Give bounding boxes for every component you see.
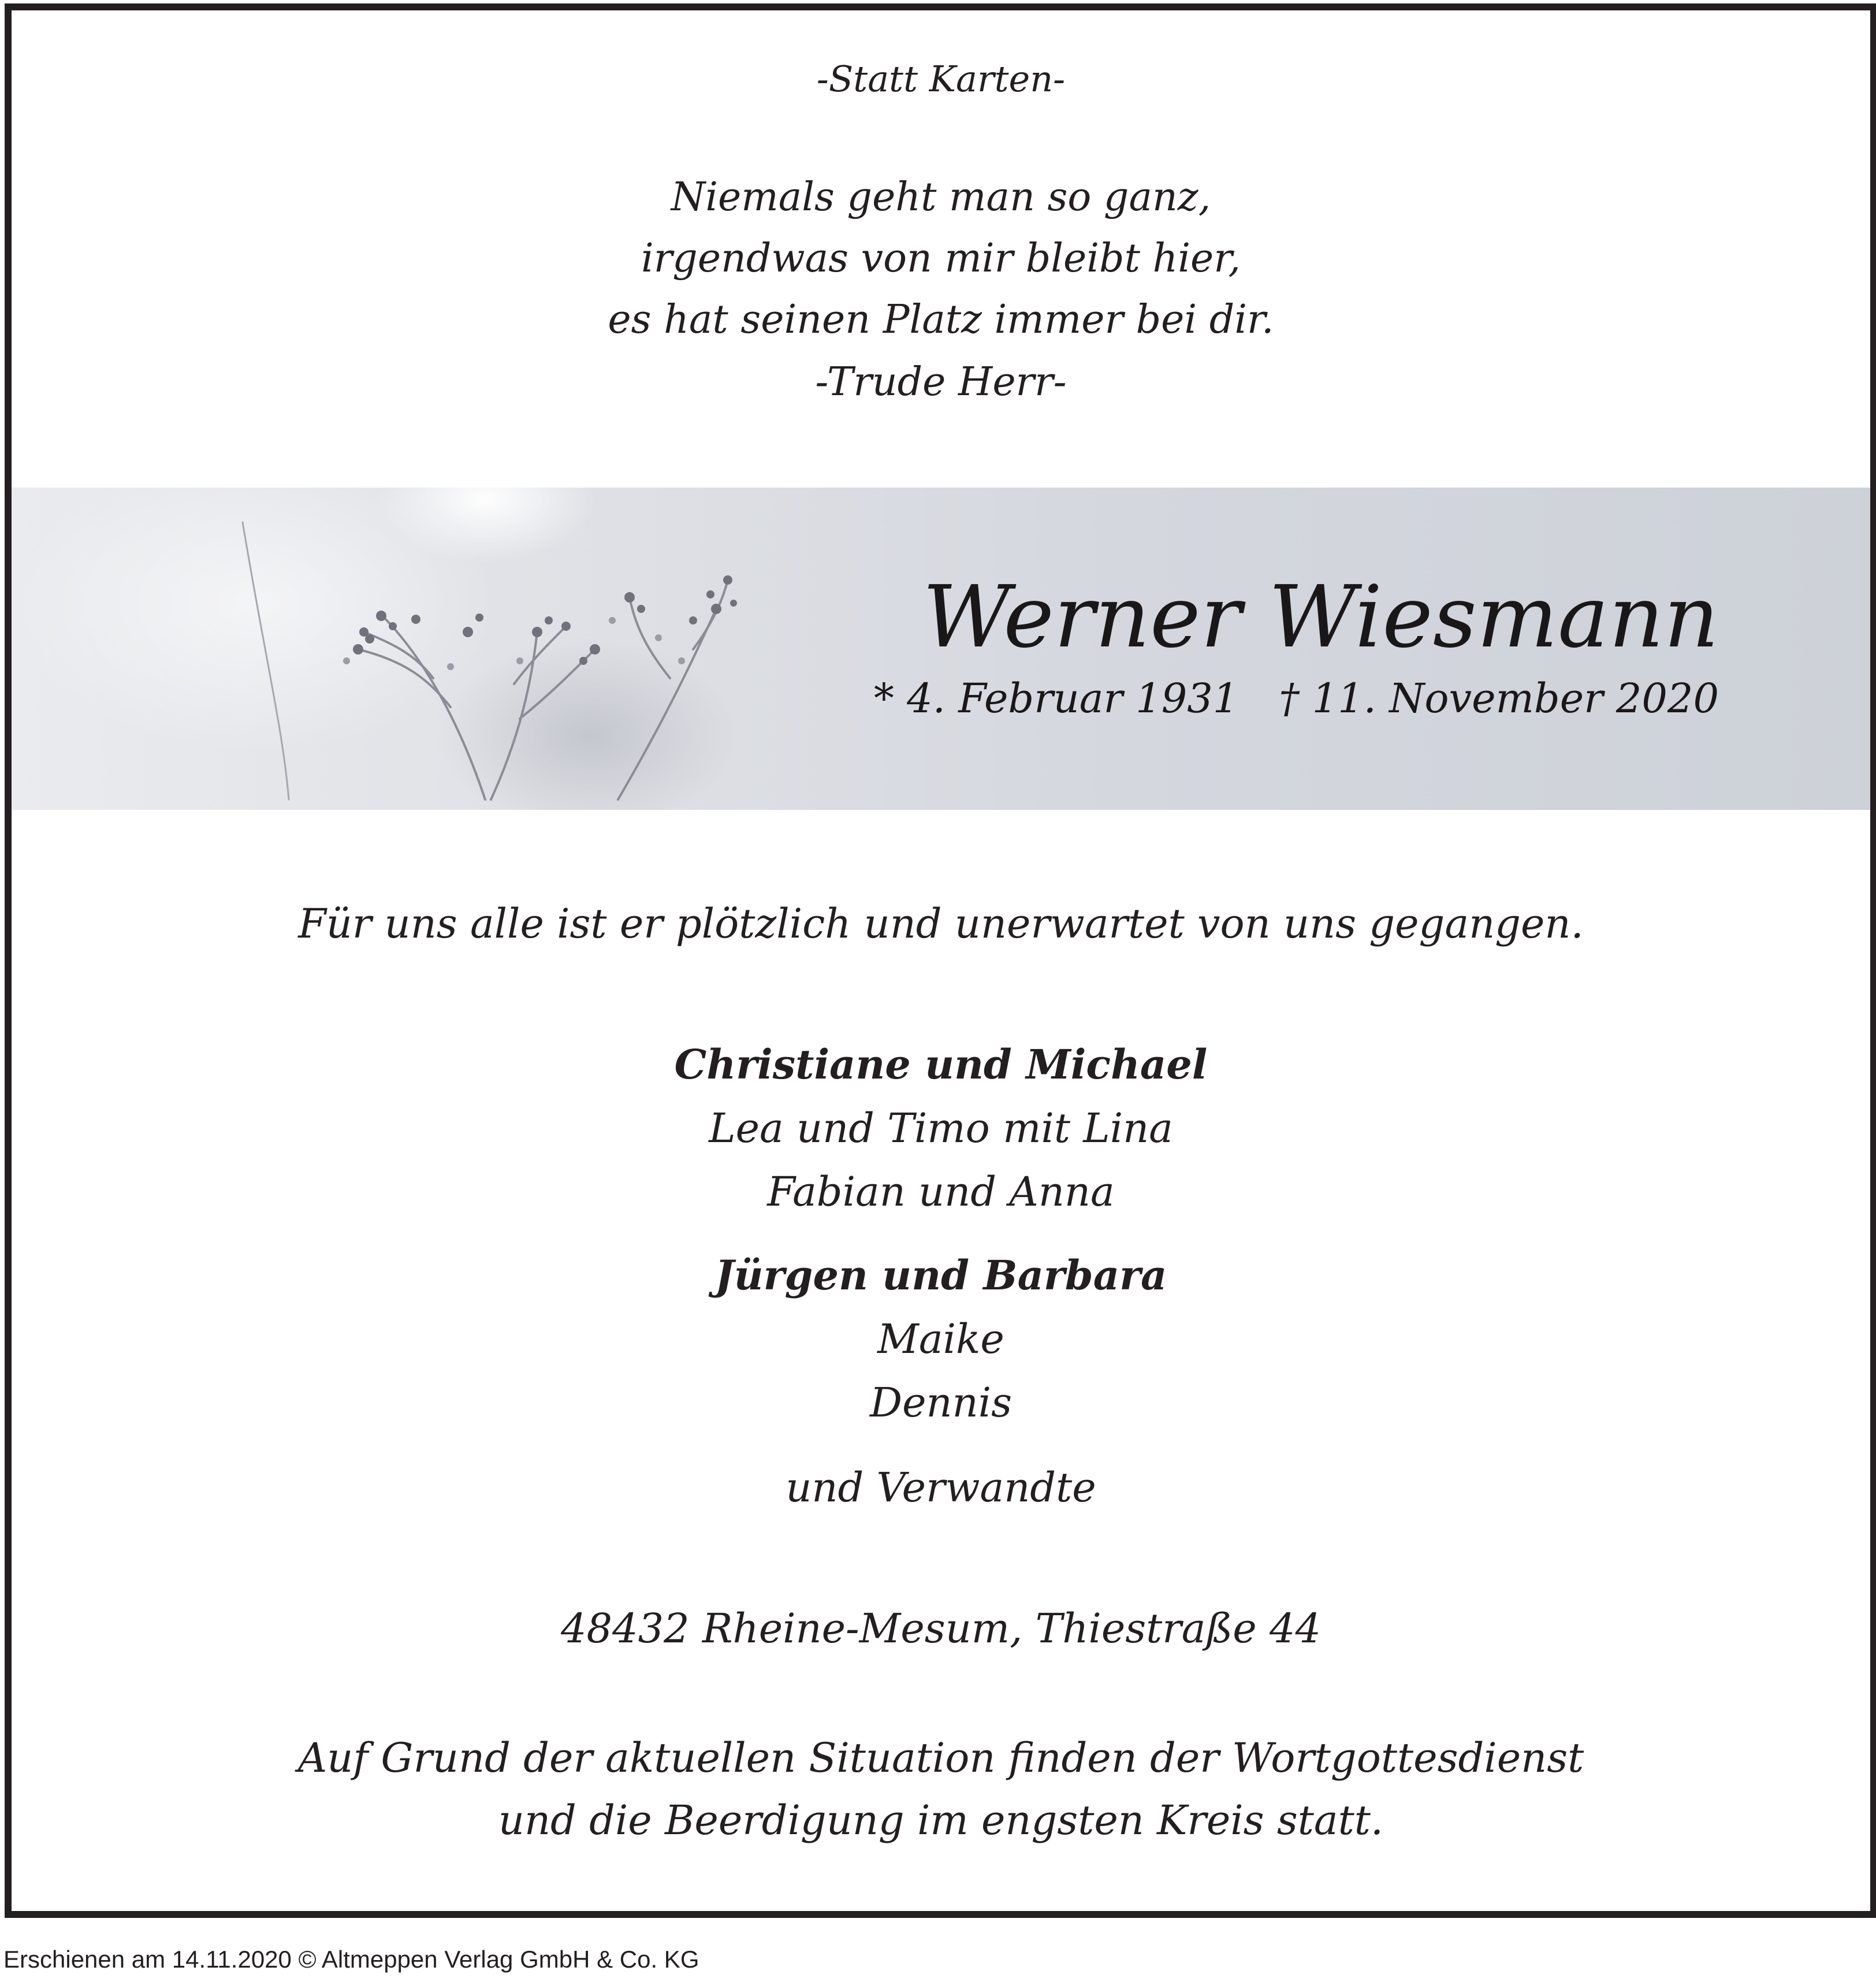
poem-author: -Trude Herr- <box>815 359 1067 405</box>
farewell-statement: Für uns alle ist er plötzlich und unerwartet von uns gegangen. <box>298 900 1584 947</box>
closing-line: Auf Grund der aktuellen Situation finden der Wortgottesdienst <box>297 1734 1584 1782</box>
deceased-name: Werner Wiesmann <box>922 567 1719 667</box>
relatives-line: und Verwandte <box>786 1464 1096 1511</box>
family-heading: Jürgen und Barbara <box>714 1251 1167 1299</box>
address: 48432 Rheine-Mesum, Thiestraße 44 <box>560 1605 1322 1652</box>
obituary-notice <box>5 3 1876 1918</box>
notice-header: -Statt Karten- <box>816 58 1066 100</box>
poem-line: es hat seinen Platz immer bei dir. <box>608 297 1274 343</box>
life-dates <box>873 675 1719 722</box>
death-date: † 11. November 2020 <box>1279 675 1719 722</box>
poem-line: irgendwas von mir bleibt hier, <box>641 236 1241 281</box>
closing-line: und die Beerdigung im engsten Kreis statt. <box>498 1797 1384 1844</box>
family-member: Dennis <box>869 1379 1013 1426</box>
family-member: Lea und Timo mit Lina <box>709 1105 1173 1152</box>
publication-credit: Erschienen am 14.11.2020 © Altmeppen Verlag GmbH & Co. KG <box>3 1946 699 1973</box>
family-member: Maike <box>877 1315 1004 1363</box>
birth-date: * 4. Februar 1931 <box>873 675 1239 722</box>
poem-line: Niemals geht man so ganz, <box>671 174 1211 220</box>
family-member: Fabian und Anna <box>767 1168 1115 1215</box>
family-heading: Christiane und Michael <box>674 1040 1208 1088</box>
name-banner <box>12 488 1870 810</box>
